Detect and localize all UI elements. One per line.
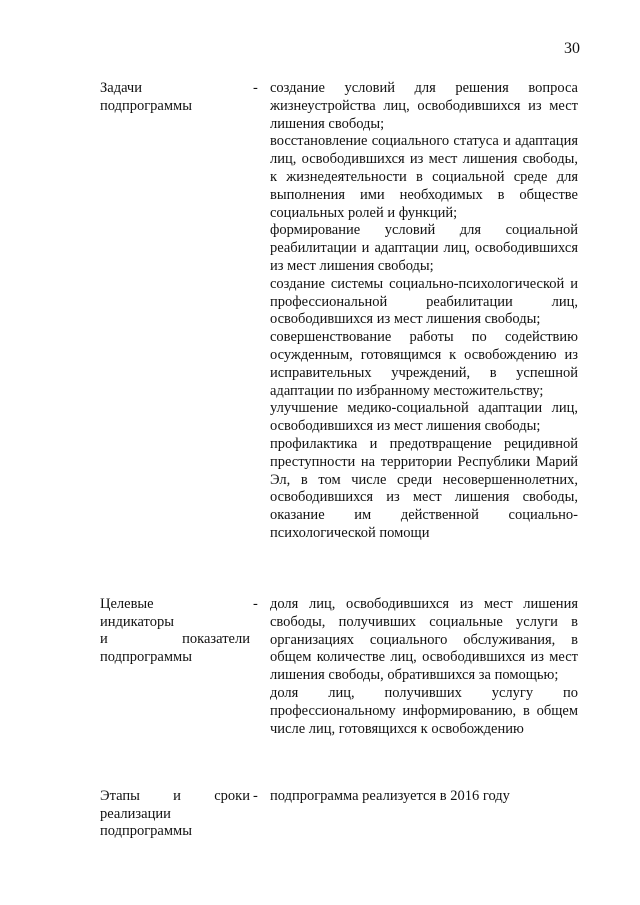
section-label	[100, 80, 250, 115]
paragraph: создание системы социально-психологической и профессиональной реабилитации лиц, освободившихся из мест лишения свободы;	[270, 275, 578, 328]
paragraph: доля лиц, освободившихся из мест лишения свободы, получивших социальные услуги в организациях социального обслуживания, в общем количестве лиц, освободившихся из мест лишения свободы, обратившихся за помощью;	[270, 596, 578, 684]
label-line: подпрограммы	[100, 648, 192, 665]
section-content	[270, 80, 578, 543]
paragraph: восстановление социального статуса и адаптация лиц, освободившихся из мест лишения свободы, к жизнедеятельности в социальной среде для выполнения ими необходимых в обществе социальных ролей и функций;	[270, 133, 578, 221]
page-number: 30	[564, 40, 580, 57]
paragraph: совершенствование работы по содействию осужденным, готовящимся к освобождению из исправительных учреждений, в успешной адаптации по избранному местожительству;	[270, 329, 578, 399]
label-line: и показатели	[100, 631, 250, 647]
paragraph: создание условий для решения вопроса жизнеустройства лиц, освободившихся из мест лишения свободы;	[270, 80, 578, 132]
section-content	[270, 788, 578, 806]
paragraph: подпрограмма реализуется в 2016 году	[270, 788, 510, 804]
label-line: Этапы и сроки	[100, 788, 250, 804]
paragraph: доля лиц, получивших услугу по профессиональному информированию, в общем числе лиц, готовящихся к освобождению	[270, 684, 578, 737]
paragraph: профилактика и предотвращение рецидивной преступности на территории Республики Марий Эл, в том числе среди несовершеннолетних, освободившихся из мест лишения свободы, оказание им действенной социально-психологической помощи	[270, 435, 578, 541]
label-line: подпрограммы	[100, 823, 192, 839]
label-line: Целевые	[100, 596, 154, 612]
label-line: Задачи	[100, 80, 142, 96]
dash-separator: -	[253, 80, 258, 96]
dash-separator: -	[253, 788, 258, 804]
section-label	[100, 596, 250, 666]
paragraph: формирование условий для социальной реабилитации и адаптации лиц, освободившихся из мест лишения свободы;	[270, 222, 578, 274]
section-label	[100, 788, 250, 841]
dash-separator: -	[253, 596, 258, 612]
label-line: подпрограммы	[100, 97, 192, 114]
label-line: индикаторы	[100, 613, 174, 630]
section-content	[270, 596, 578, 738]
label-line: реализации	[100, 805, 171, 822]
paragraph: улучшение медико-социальной адаптации лиц, освободившихся из мест лишения свободы;	[270, 400, 578, 435]
